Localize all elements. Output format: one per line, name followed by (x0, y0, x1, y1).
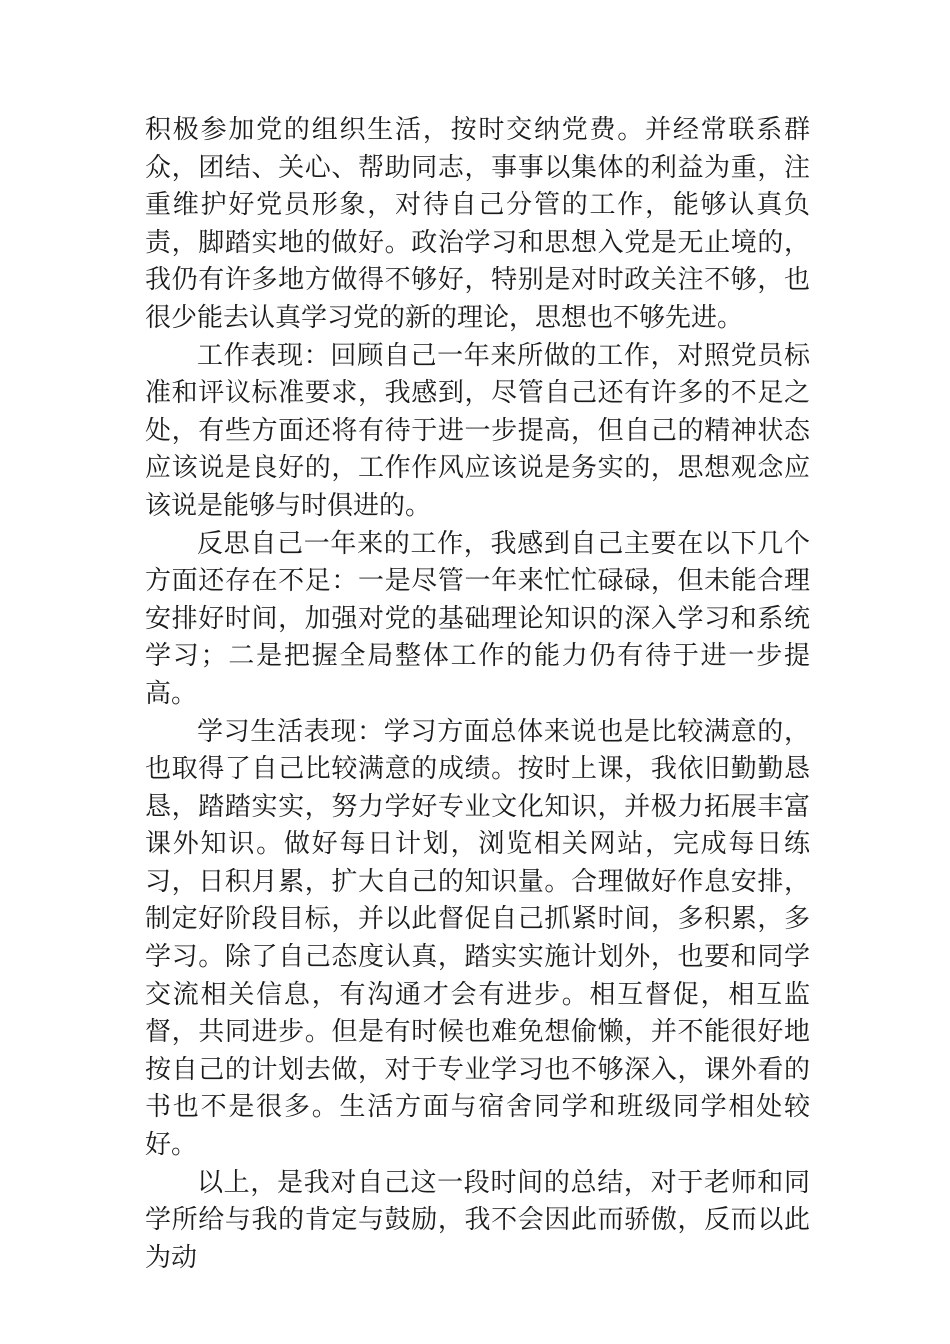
paragraph-study-life: 学习生活表现：学习方面总体来说也是比较满意的，也取得了自己比较满意的成绩。按时上课，我依旧勤勤恳恳，踏踏实实，努力学好专业文化知识，并极力拓展丰富课外知识。做好每日计划，浏览相关网站，完成每日练习，日积月累，扩大自己的知识量。合理做好作息安排，制定好阶段目标，并以此督促自己抓紧时间，多积累，多学习。除了自己态度认真，踏实实施计划外，也要和同学交流相关信息，有沟通才会有进步。相互督促，相互监督，共同进步。但是有时候也难免想偷懒，并不能很好地按自己的计划去做，对于专业学习也不够深入，课外看的书也不是很多。生活方面与宿舍同学和班级同学相处较好。 (145, 716, 810, 1161)
paragraph-reflection: 反思自己一年来的工作，我感到自己主要在以下几个方面还存在不足：一是尽管一年来忙忙碌碌，但未能合理安排好时间，加强对党的基础理论知识的深入学习和系统学习；二是把握全局整体工作的能力仍有待于进一步提高。 (145, 528, 810, 709)
paragraph-party-life: 积极参加党的组织生活，按时交纳党费。并经常联系群众，团结、关心、帮助同志，事事以集体的利益为重，注重维护好党员形象，对待自己分管的工作，能够认真负责，脚踏实地的做好。政治学习和思想入党是无止境的，我仍有许多地方做得不够好，特别是对时政关注不够，也很少能去认真学习党的新的理论，思想也不够先进。 (145, 115, 810, 333)
paragraph-work-performance: 工作表现：回顾自己一年来所做的工作，对照党员标准和评议标准要求，我感到，尽管自己还有许多的不足之处，有些方面还将有待于进一步提高，但自己的精神状态应该说是良好的，工作作风应该说是务实的，思想观念应该说是能够与时俱进的。 (145, 340, 810, 521)
paragraph-conclusion: 以上，是我对自己这一段时间的总结，对于老师和同学所给与我的肯定与鼓励，我不会因此而骄傲，反而以此为动 (145, 1167, 810, 1273)
document-page (145, 112, 810, 1277)
